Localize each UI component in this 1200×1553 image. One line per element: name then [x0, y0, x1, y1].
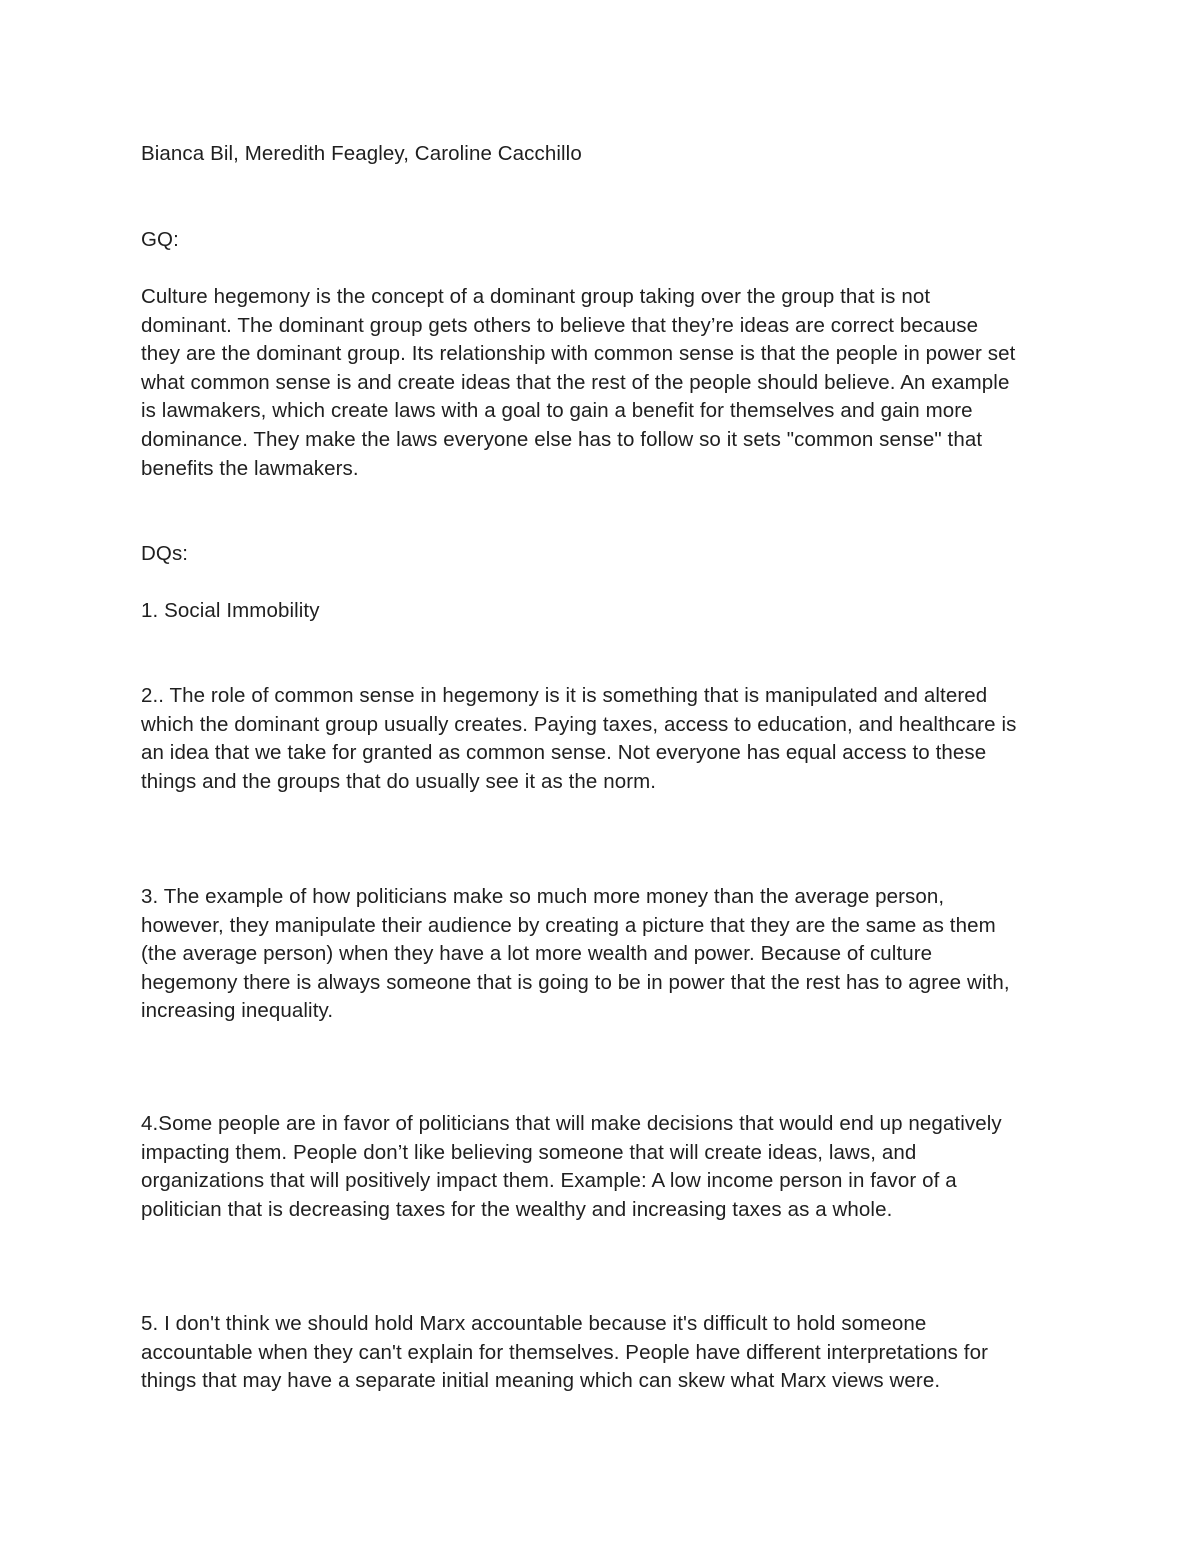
dq-answer-3	[141, 883, 1071, 1026]
dq-answer-2	[141, 682, 1071, 796]
paragraph-line: benefits the lawmakers.	[141, 456, 359, 480]
paragraph-line: organizations that will positively impact them. Example: A low income person in favor of a	[141, 1169, 957, 1193]
paragraph-line: an idea that we take for granted as common sense. Not everyone has equal access to these	[141, 741, 987, 765]
paragraph-line: (the average person) when they have a lot more wealth and power. Because of culture	[141, 942, 933, 966]
paragraph-line: 3. The example of how politicians make so much more money than the average person,	[141, 885, 945, 908]
paragraph-line: Culture hegemony is the concept of a dominant group taking over the group that is not	[141, 285, 931, 308]
dqs-heading: DQs:	[141, 542, 189, 565]
author-names: Bianca Bil, Meredith Feagley, Caroline Cacchillo	[141, 142, 582, 165]
paragraph-line: 2.. The role of common sense in hegemony is it is something that is manipulated and altered	[141, 684, 988, 707]
paragraph-line: however, they manipulate their audience by creating a picture that they are the same as them	[141, 913, 996, 937]
paragraph-line: things and the groups that do usually see it as the norm.	[141, 769, 657, 793]
paragraph-line: dominance. They make the laws everyone else has to follow so it sets "common sense" that	[141, 427, 983, 451]
paragraph-line: accountable when they can't explain for themselves. People have different interpretations for	[141, 1340, 989, 1364]
paragraph-line: 4.Some people are in favor of politicians that will make decisions that would end up negatively	[141, 1112, 1002, 1135]
paragraph-line: impacting them. People don’t like believing someone that will create ideas, laws, and	[141, 1140, 917, 1164]
paragraph-line: what common sense is and create ideas that the rest of the people should believe. An example	[141, 370, 1010, 394]
paragraph-line: is lawmakers, which create laws with a goal to gain a benefit for themselves and gain more	[141, 399, 973, 423]
gq-answer-paragraph	[141, 283, 1071, 483]
gq-heading: GQ:	[141, 228, 179, 251]
paragraph-line: which the dominant group usually creates. Paying taxes, access to education, and healthcare is	[141, 712, 1017, 736]
paragraph-line: increasing inequality.	[141, 999, 334, 1023]
dq-answer-4	[141, 1110, 1071, 1224]
paragraph-line: hegemony there is always someone that is going to be in power that the rest has to agree with,	[141, 970, 1010, 994]
paragraph-line: politician that is decreasing taxes for the wealthy and increasing taxes as a whole.	[141, 1197, 893, 1221]
dq-answer-1	[141, 597, 1071, 626]
dq-answer-5	[141, 1310, 1071, 1396]
paragraph-line: 5. I don't think we should hold Marx accountable because it's difficult to hold someone	[141, 1312, 927, 1335]
paragraph-line: things that may have a separate initial meaning which can skew what Marx views were.	[141, 1369, 941, 1393]
paragraph-line: they are the dominant group. Its relationship with common sense is that the people in power set	[141, 342, 1016, 366]
paragraph-line: dominant. The dominant group gets others to believe that they’re ideas are correct because	[141, 313, 979, 337]
paragraph-line: 1. Social Immobility	[141, 599, 320, 622]
